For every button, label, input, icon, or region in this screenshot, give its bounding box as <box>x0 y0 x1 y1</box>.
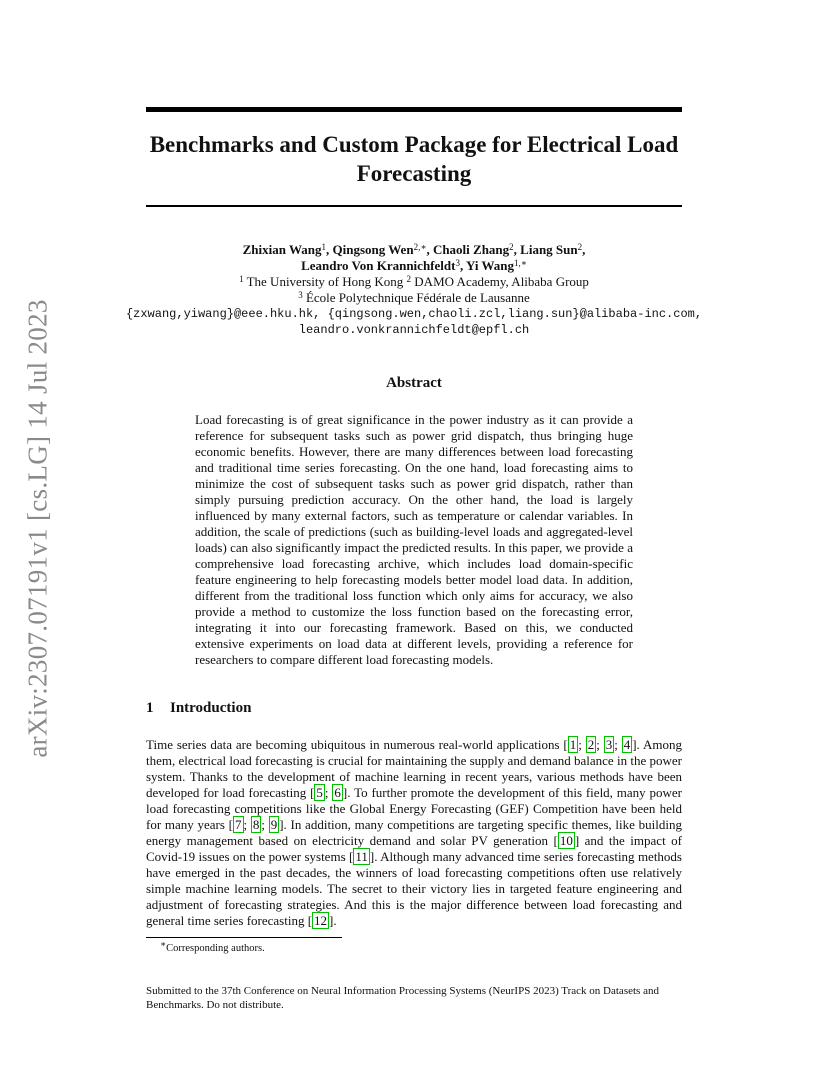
intro-text: ]. <box>329 913 337 928</box>
affiliation: École Polytechnique Fédérale de Lausanne <box>305 290 530 305</box>
author-affiliation-mark: 2,∗ <box>413 242 427 252</box>
affiliation: The University of Hong Kong <box>246 274 404 289</box>
citation-link[interactable]: 8 <box>252 817 260 832</box>
citation-link[interactable]: 10 <box>559 833 573 848</box>
author-name: Liang Sun <box>520 242 578 257</box>
author-name: Zhixian Wang <box>242 242 322 257</box>
author-line-2: Leandro Von Krannichfeldt$^3$, Yi Wang$^{1,∗}$ <box>301 258 527 273</box>
affiliation-line-1 <box>120 274 708 290</box>
section-heading-introduction <box>146 700 251 717</box>
title-rule-bottom <box>146 205 682 207</box>
footnote-mark: ∗ <box>160 939 167 949</box>
intro-text: ]. In addition, many competitions are targeting specific themes, like building energy management based on electricity demand and solar PV generation [ <box>146 817 682 848</box>
author-affiliation-mark: 1 <box>321 242 327 252</box>
author-affiliation-mark: 2 <box>577 242 583 252</box>
footnote-text: Corresponding authors. <box>166 943 265 954</box>
intro-text: ] and the impact of Covid-19 issues on the power systems [ <box>146 833 683 864</box>
affiliation-mark: 2 <box>406 274 412 284</box>
author-block <box>120 242 708 338</box>
footnote-rule <box>146 937 342 938</box>
author-name: Leandro Von Krannichfeldt <box>301 258 456 273</box>
arxiv-stamp-text: arXiv:2307.07191v1 [cs.LG] 14 Jul 2023 <box>22 298 53 758</box>
email-line-2: leandro.vonkrannichfeldt@epfl.ch <box>298 323 530 337</box>
section-title: Introduction <box>170 700 252 716</box>
author-affiliation-mark: 2 <box>509 242 514 252</box>
citation-link[interactable]: 12 <box>314 913 328 928</box>
email-line-1: {zxwang,yiwang}@eee.hku.hk, {qingsong.wen,chaoli.zcl,liang.sun}@alibaba-inc.com, <box>125 307 703 321</box>
footnote <box>160 939 265 955</box>
author-affiliation-mark: 1,∗ <box>514 258 527 268</box>
author-name: Yi Wang <box>465 258 515 273</box>
paper-title: Benchmarks and Custom Package for Electrical Load Forecasting <box>149 132 679 186</box>
author-affiliation-mark: 3 <box>455 258 460 268</box>
author-name: Chaoli Zhang <box>432 242 510 257</box>
abstract-heading: Abstract <box>386 375 442 391</box>
abstract-text: Load forecasting is of great significance in the power industry as it can provide a reference for subsequent tasks such as power grid dispatch, thus bringing huge economic benefits. However, there are many differences between load forecasting and traditional time series forecasting. On the one hand, load forecasting aims to minimize the cost of subsequent tasks such as power grid dispatch, rather than simply pursuing prediction accuracy. On the other hand, the load is largely influenced by many external factors, such as temperature or calendar variables. In addition, the scale of predictions (such as building-level loads and aggregated-level loads) can also significantly impact the predicted results. In this paper, we provide a comprehensive load forecasting archive, which includes load domain-specific feature engineering to help forecasting models better model load data. In addition, different from the traditional loss function which only aims for accuracy, we also provide a method to customize the loss function based on the forecasting error, integrating it into our forecasting framework. Based on this, we conducted extensive experiments on load data at different levels, providing a reference for researchers to compare different load forecasting models. <box>195 412 633 667</box>
section-number: 1 <box>146 700 154 716</box>
citation-link[interactable]: 1 <box>569 737 577 752</box>
citation-link[interactable]: 3 <box>605 737 613 752</box>
affiliation: DAMO Academy, Alibaba Group <box>414 274 589 289</box>
affiliation-line-2 <box>120 290 708 306</box>
citation-link[interactable]: 2 <box>587 737 595 752</box>
citation-link[interactable]: 4 <box>623 737 631 752</box>
intro-text: Time series data are becoming ubiquitous in numerous real-world applications [ <box>146 737 568 752</box>
intro-text: ]. Although many advanced time series forecasting methods have emerged in the past decades, the winners of load forecasting competitions often use relatively simple machine learning models. The secret to their victory lies in targeted feature engineering and adjustment of forecasting strategies. And this is the major difference between load forecasting and general time series forecasting [ <box>146 849 682 928</box>
citation-link[interactable]: 5 <box>316 785 323 800</box>
citation-link[interactable]: 6 <box>334 785 341 800</box>
affiliation-mark: 1 <box>239 274 244 284</box>
citation-link[interactable]: 7 <box>235 817 242 832</box>
title-rule-top <box>146 107 682 112</box>
intro-text: ]. Among them, electrical load forecasting is crucial for maintaining the supply and demand balance in the power system. Thanks to the development of machine learning in recent years, various methods have been developed for load forecasting [ <box>146 737 682 800</box>
affiliation-mark: 3 <box>298 290 303 300</box>
introduction-paragraph: Time series data are becoming ubiquitous in numerous real-world applications [ 1 ; 2 ; 3 ; 4 ]. Among them, electrical load forecasting is crucial for maintaining the supply and demand balance in the power system. Thanks to the development of machine learning in recent years, various methods have been developed for load forecasting [ 5 ; 6 ]. To further promote the development of this field, many power load forecasting competitions like the Global Energy Forecasting (GEF) Competition have been held for many years [ 7 ; 8 ; 9 ]. In addition, many competitions are targeting specific themes, like building energy management based on electricity demand and solar PV generation [ 10 ] and the impact of Covid-19 issues on the power systems [ 11 ]. Although many advanced time series forecasting methods have emerged in the past decades, the winners of load forecasting competitions often use relatively simple machine learning models. The secret to their victory lies in targeted feature engineering and adjustment of forecasting strategies. And this is the major difference between load forecasting and general time series forecasting [ 12 ]. <box>146 737 683 928</box>
citation-link[interactable]: 11 <box>355 849 368 864</box>
author-line-1: Zhixian Wang$^1$, Qingsong Wen$^{2,∗}$, Chaoli Zhang$^2$, Liang Sun$^2$, <box>242 242 586 257</box>
author-name: Qingsong Wen <box>332 242 414 257</box>
submission-note: Submitted to the 37th Conference on Neural Information Processing Systems (NeurIPS 2023) Track on Datasets and Benchmarks. Do not distribute. <box>146 985 659 1011</box>
intro-text: ]. To further promote the development of this field, many power load forecasting competitions like the Global Energy Forecasting (GEF) Competition have been held for many years [ <box>146 785 682 832</box>
arxiv-stamp <box>20 294 56 762</box>
citation-link[interactable]: 9 <box>270 817 278 832</box>
